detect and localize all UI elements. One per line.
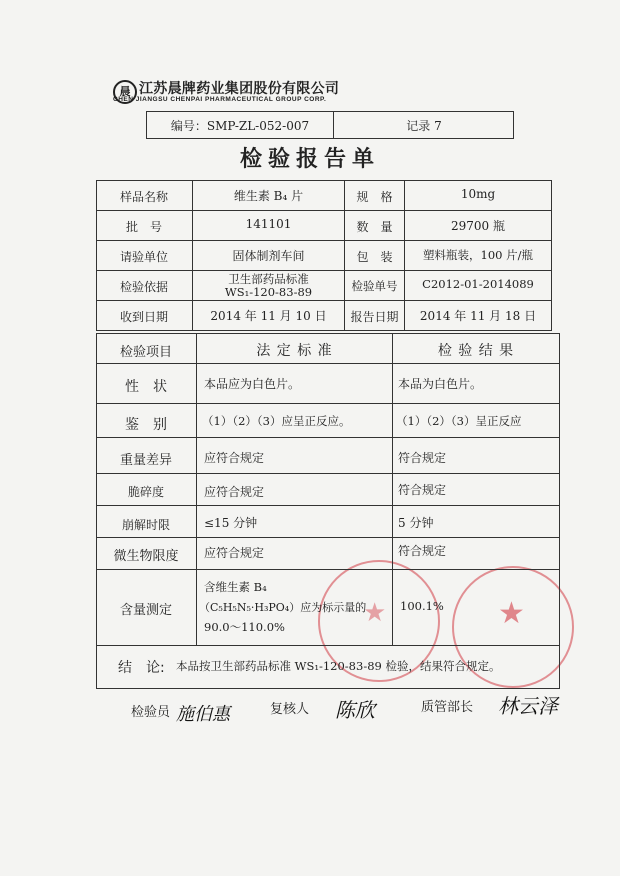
sample-name-label: 样品名称 [119,190,168,204]
report-date-label: 报告日期 [350,310,399,324]
spec-value: 10mg [460,187,496,201]
basis-label: 检验依据 [119,280,168,294]
package-label: 包 装 [356,250,393,264]
row-standard-assay-line2: （C₅H₅N₅·H₃PO₄）应为标示量的 [199,601,367,614]
row-item-identification: 鉴 别 [125,417,167,433]
document-number: 编号：SMP-ZL-052-007 [170,119,310,133]
reviewer-signature: 陈欣 [335,698,375,722]
requester-value: 固体制剂车间 [232,249,305,263]
basis-value-line1: 卫生部药品标准 [228,272,309,286]
stamp-star-icon: ★ [363,598,387,628]
stamp-star-icon: ★ [498,596,525,631]
row-result-disintegration: 5 分钟 [398,516,434,530]
row-result-assay: 100.1% [400,599,444,613]
row-item-assay: 含量测定 [119,603,172,618]
qa-manager-signature: 林云泽 [498,694,558,718]
batch-value: 141101 [245,217,292,231]
requester-label: 请验单位 [119,250,168,264]
inspector-signature: 施伯惠 [176,704,230,725]
row-standard-assay-line1: 含维生素 B₄ [204,580,267,594]
quantity-label: 数 量 [356,220,393,234]
row-item-friability: 脆碎度 [127,485,164,499]
reviewer-label: 复核人 [270,702,310,717]
report-date-value: 2014 年 11 月 18 日 [419,309,537,323]
company-logo-mark: 晨 [113,80,137,104]
batch-label: 批 号 [125,220,162,234]
test-no-value: C2012-01-2014089 [422,277,534,291]
company-name-en: CHEN JIANGSU CHENPAI PHARMACEUTICAL GROUP CORP. [113,96,327,103]
row-result-identification: （1）（2）（3）呈正反应 [396,414,522,428]
record-number: 记录 7 [406,119,442,133]
row-result-weight-variation: 符合规定 [398,451,447,465]
inspector-label: 检验员 [131,705,171,720]
received-date-value: 2014 年 11 月 10 日 [210,309,327,323]
quantity-value: 29700 瓶 [451,219,505,233]
row-standard-microbial-limit: 应符合规定 [204,546,265,560]
row-standard-assay-line3: 90.0～110.0% [204,620,285,634]
page-title: 检验报告单 [239,147,380,172]
package-value: 塑料瓶装，100 片/瓶 [423,248,533,262]
conclusion-label: 结 论: [118,660,165,676]
row-result-appearance: 本品为白色片。 [398,377,483,391]
spec-label: 规 格 [356,190,393,204]
row-standard-friability: 应符合规定 [204,485,265,499]
test-results-table [96,333,560,689]
row-standard-appearance: 本品应为白色片。 [204,377,301,391]
test-no-label: 检验单号 [351,279,398,293]
received-date-label: 收到日期 [119,310,168,324]
row-item-appearance: 性 状 [125,379,167,395]
header-test-item: 检验项目 [119,345,172,360]
sample-info-table [96,180,552,330]
row-standard-weight-variation: 应符合规定 [204,451,265,465]
row-item-microbial-limit: 微生物限度 [113,549,179,564]
qa-manager-label: 质管部长 [421,700,474,715]
company-name-cn: 江苏晨牌药业集团股份有限公司 [139,81,340,97]
row-result-microbial-limit: 符合规定 [398,544,447,558]
conclusion-text: 本品按卫生部药品标准 WS₁-120-83-89 检验，结果符合规定。 [176,659,501,673]
company-logo [113,78,373,106]
sample-name-value: 维生素 B₄ 片 [233,189,304,203]
row-standard-identification: （1）（2）（3）应呈正反应。 [202,414,351,428]
row-item-disintegration: 崩解时限 [121,518,170,532]
row-standard-disintegration: ≤15 分钟 [204,516,258,530]
header-standard: 法 定 标 准 [256,343,333,359]
basis-value-line2: WS₁-120-83-89 [224,285,313,299]
header-result: 检 验 结 果 [437,343,515,359]
document-code-box [146,111,514,139]
row-result-friability: 符合规定 [398,483,447,497]
row-item-weight-variation: 重量差异 [119,453,172,468]
